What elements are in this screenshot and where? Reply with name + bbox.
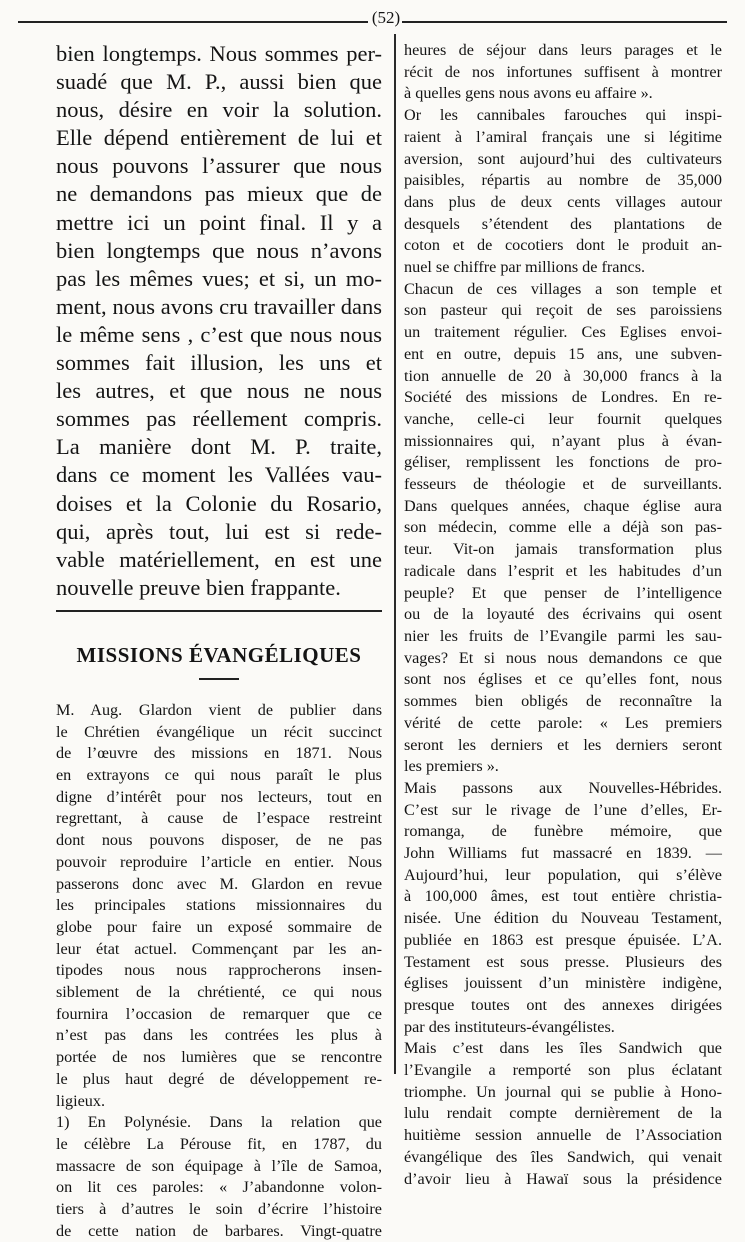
text-line: C’est sur le rivage de l’une d’elles, Er-: [404, 800, 722, 819]
text-line: vérité de cette parole: « Les premiers: [404, 713, 722, 732]
text-line: Or les cannibales farouches qui inspi-: [404, 106, 722, 125]
text-line: le Chrétien évangélique un récit succinct: [56, 722, 382, 741]
text-line: par des instituteurs-évangélistes.: [404, 1017, 615, 1036]
text-line: pouvoir reproduire l’article en entier. Nous: [56, 852, 382, 871]
text-line: nouvelle preuve bien frappante.: [56, 574, 341, 600]
text-line: les premiers ».: [404, 757, 499, 776]
text-line: paisibles, répartis au nombre de 35,000: [404, 171, 722, 190]
text-line: digne d’intérêt pour nos lecteurs, tout en: [56, 787, 382, 806]
text-line: massacre de son équipage à l’île de Samoa,: [56, 1156, 382, 1175]
text-line: nuel se chiffre par millions de francs.: [404, 258, 646, 277]
text-line: les principales stations missionnaires du: [56, 896, 382, 915]
column-divider: [394, 34, 396, 1074]
text-line: évangélique des îles Sandwich, qui venait: [404, 1147, 722, 1166]
header-rule-right: [402, 21, 727, 23]
text-line: Société des missions de Londres. En re-: [404, 388, 722, 407]
section-title: MISSIONS ÉVANGÉLIQUES: [76, 642, 362, 667]
text-line: teur. Vit-on jamais transformation plus: [404, 540, 722, 559]
text-line: à 100,000 âmes, est tout entière christia-: [404, 887, 722, 906]
text-line: ou de la loyauté des écrivains qui osent: [404, 605, 722, 624]
text-line: leur état actuel. Commençant par les an-: [56, 939, 382, 958]
right-column: [404, 40, 722, 1190]
text-line: ent en outre, depuis 15 ans, une subven-: [404, 344, 722, 363]
text-line: en extrayons ce qui nous paraît le plus: [56, 765, 382, 784]
text-line: tipodes nous nous rapprocherons insen-: [56, 961, 382, 980]
title-dash: [199, 678, 239, 680]
left-top-paragraph: [56, 40, 382, 602]
text-line: nous, désire en voir la solution.: [56, 97, 382, 123]
text-line: l’Evangile a remporté son plus éclatant: [404, 1061, 722, 1080]
text-line: ne demandons pas mieux que de: [56, 181, 382, 207]
text-line: seront les derniers et les derniers seront: [404, 735, 722, 754]
text-line: les autres, et que nous ne nous: [56, 378, 382, 404]
text-line: vable matériellement, en est une: [56, 546, 382, 572]
text-line: le même sens , c’est que nous nous: [56, 321, 382, 347]
text-line: fournira l’occasion de remarquer que ce: [56, 1004, 382, 1023]
text-line: dans ce moment les Vallées vau-: [56, 462, 382, 488]
text-line: Mais passons aux Nouvelles-Hébrides.: [404, 778, 722, 797]
text-line: géliser, remplissent les fonctions de pro-: [404, 453, 722, 472]
page-number: (52): [371, 8, 401, 27]
text-line: mettre ici un point final. Il y a: [56, 209, 382, 235]
text-line: huitième session annuelle de l’Association: [404, 1126, 722, 1145]
text-line: le plus haut degré de développement re-: [56, 1069, 382, 1088]
text-line: fesseurs de théologie et de surveillants.: [404, 475, 722, 494]
text-line: M. Aug. Glardon vient de publier dans: [56, 700, 382, 719]
text-line: son médecin, comme elle a déjà son pas-: [404, 518, 722, 537]
paragraph: [56, 40, 382, 602]
text-line: un traitement régulier. Ces Eglises envoi-: [404, 323, 722, 342]
text-line: sommes pas réellement compris.: [56, 406, 382, 432]
text-line: sont nos églises et ce qu’elles font, nous: [404, 670, 722, 689]
text-line: d’avoir lieu à Hawaï sous la présidence: [404, 1169, 722, 1188]
text-line: tion annuelle de 20 à 30,000 francs à la: [404, 366, 722, 385]
text-line: de l’œuvre des missions en 1871. Nous: [56, 744, 382, 763]
text-line: publiée en 1863 est presque épuisée. L’A.: [404, 930, 722, 949]
text-line: siblement de la chrétienté, ce qui nous: [56, 983, 382, 1002]
text-line: son pasteur qui reçoit de ses paroissiens: [404, 301, 722, 320]
text-line: Dans quelques années, chaque église aura: [404, 496, 722, 515]
text-line: Chacun de ces villages a son temple et: [404, 279, 722, 298]
text-line: triomphe. Un journal qui se publie à Hono-: [404, 1082, 722, 1101]
header-rule-left: [18, 21, 368, 23]
text-line: heures de séjour dans leurs parages et le: [404, 41, 722, 59]
missions-text: [56, 700, 382, 1242]
text-line: passerons donc avec M. Glardon en revue: [56, 874, 382, 893]
text-line: peuple? Et que penser de l’intelligence: [404, 583, 722, 602]
text-line: Elle dépend entièrement de lui et: [56, 125, 382, 151]
text-line: coton et de cocotiers dont le produit an-: [404, 236, 722, 255]
right-column-text: [404, 40, 722, 1190]
text-line: nisée. Une édition du Nouveau Testament,: [404, 909, 722, 928]
text-line: 1) En Polynésie. Dans la relation que: [56, 1113, 382, 1132]
text-line: doises et la Colonie du Rosario,: [56, 490, 382, 516]
text-line: ment, nous avons cru travailler dans: [56, 293, 382, 319]
text-line: n’est pas dans les contrées les plus à: [56, 1026, 382, 1045]
text-line: Aujourd’hui, leur population, qui s’élève: [404, 865, 722, 884]
text-line: missionnaires qui, n’ayant plus à évan-: [404, 431, 722, 450]
text-line: églises jouissent d’un ministère indigène,: [404, 974, 722, 993]
text-line: John Williams fut massacré en 1839. —: [404, 844, 722, 863]
text-line: sommes fait illusion, les uns et: [56, 350, 382, 376]
text-line: dans plus de deux cents villages autour: [404, 192, 722, 211]
text-line: à quelles gens nous avons eu affaire ».: [404, 84, 653, 103]
text-line: raient à l’amiral français une si légitime: [404, 127, 722, 146]
text-line: sommes bien obligés de reconnaître la: [404, 692, 722, 711]
text-line: globe pour faire un exposé sommaire de: [56, 917, 382, 936]
text-line: on lit ces paroles: « J’abandonne volon-: [56, 1178, 382, 1197]
text-line: vanche, celle-ci leur fournit quelques: [404, 409, 722, 428]
text-line: regrettant, à cause de l’espace restreint: [56, 809, 382, 828]
text-line: vages? Et si nous nous demandons ce que: [404, 648, 722, 667]
text-line: La manière dont M. P. traite,: [56, 434, 382, 460]
text-line: lulu rendait compte dernièrement de la: [404, 1104, 722, 1123]
page-header: [0, 6, 745, 34]
text-line: qui, après tout, lui est si rede-: [56, 518, 382, 544]
text-line: desquels s’étendent des plantations de: [404, 214, 722, 233]
text-line: aversion, sont aujourd’hui des cultivateurs: [404, 149, 722, 168]
text-line: bien longtemps. Nous sommes per-: [56, 41, 382, 66]
text-line: Mais c’est dans les îles Sandwich que: [404, 1039, 722, 1058]
text-line: le célèbre La Pérouse fit, en 1787, du: [56, 1134, 382, 1153]
text-line: Testament est sous presse. Plusieurs des: [404, 952, 722, 971]
text-line: dont nous pouvons disposer, de ne pas: [56, 831, 382, 850]
text-line: presque toutes ont des annexes dirigées: [404, 995, 722, 1014]
text-line: de cette nation de barbares. Vingt-quatre: [56, 1221, 382, 1240]
section-separator: [56, 610, 382, 612]
text-line: romanga, de funèbre mémoire, que: [404, 822, 722, 841]
text-line: tiers à d’autres le soin d’écrire l’histoire: [56, 1200, 382, 1219]
text-line: ligieux.: [56, 1091, 106, 1110]
left-column: [56, 40, 382, 1242]
text-line: radicale dans l’esprit et les habitudes d’un: [404, 561, 722, 580]
text-line: bien longtemps que nous n’avons: [56, 237, 382, 263]
text-line: récit de nos infortunes suffisent à montrer: [404, 62, 722, 81]
text-line: suadé que M. P., aussi bien que: [56, 69, 382, 95]
text-line: nous pouvons l’assurer que nous: [56, 153, 382, 179]
text-line: pas les mêmes vues; et si, un mo-: [56, 265, 382, 291]
text-line: portée de nos lumières que se rencontre: [56, 1048, 382, 1067]
text-line: nier les fruits de l’Evangile parmi les sau-: [404, 626, 722, 645]
